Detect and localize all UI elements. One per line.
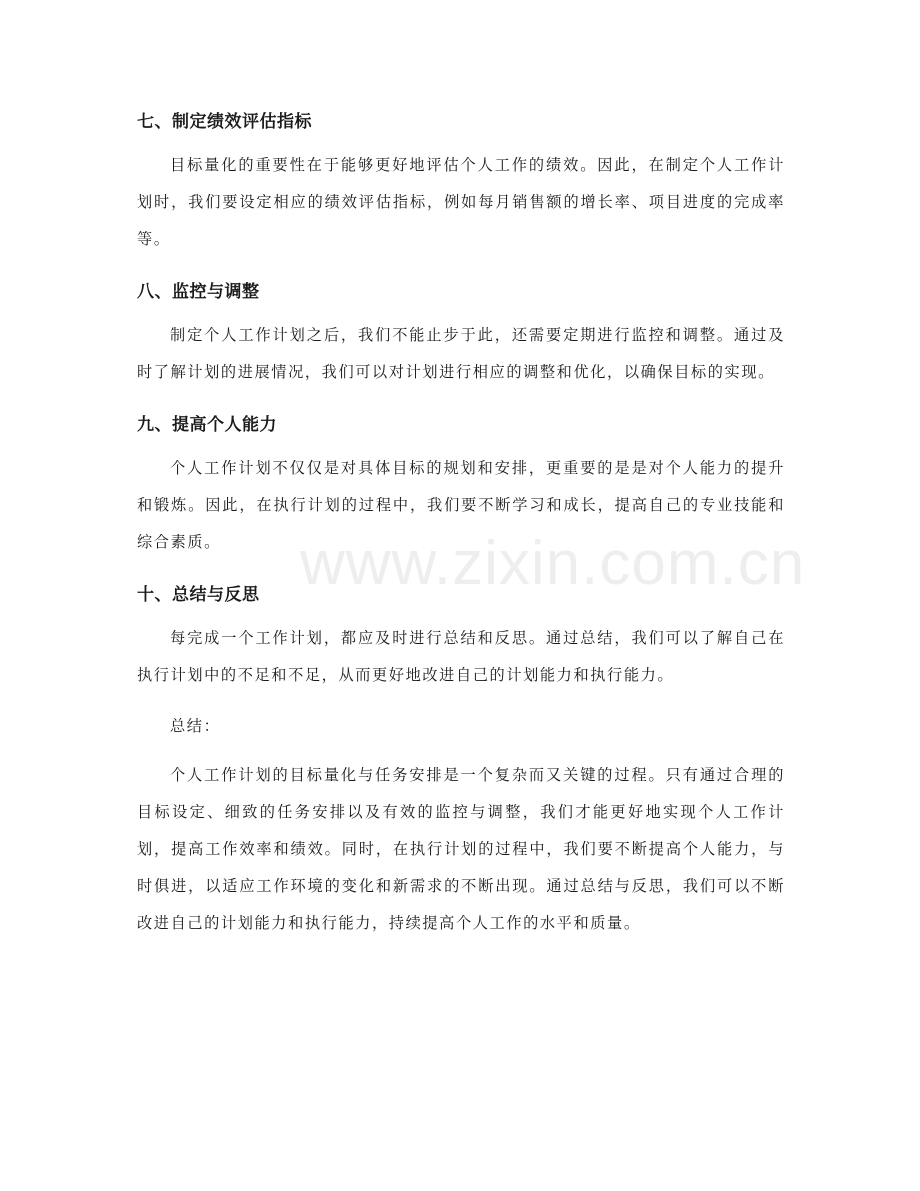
summary-label: 总结： [170, 717, 221, 735]
section-heading: 十、总结与反思 [137, 585, 260, 605]
section-heading: 八、监控与调整 [137, 282, 260, 302]
section-paragraph: 每完成一个工作计划，都应及时进行总结和反思。通过总结，我们可以了解自己在执行计划中的不足和不足，从而更好地改进自己的计划能力和执行能力。 [137, 629, 785, 684]
section-7 [137, 105, 785, 258]
section-8 [137, 275, 785, 391]
section-9 [137, 408, 785, 561]
section-paragraph: 个人工作计划不仅仅是对具体目标的规划和安排，更重要的是是对个人能力的提升和锻炼。因此，在执行计划的过程中，我们要不断学习和成长，提高自己的专业技能和综合素质。 [137, 459, 785, 551]
document-body [137, 105, 785, 942]
summary-paragraph: 个人工作计划的目标量化与任务安排是一个复杂而又关键的过程。只有通过合理的目标设定、细致的任务安排以及有效的监控与调整，我们才能更好地实现个人工作计划，提高工作效率和绩效。同时，在执行计划的过程中，我们要不断提高个人能力，与时俱进，以适应工作环境的变化和新需求的不断出现。通过总结与反思，我们可以不断改进自己的计划能力和执行能力，持续提高个人工作的水平和质量。 [137, 766, 785, 932]
watermark: www.zixin.com.cn [300, 529, 806, 598]
section-10 [137, 578, 785, 694]
section-heading: 九、提高个人能力 [137, 415, 277, 435]
section-heading: 七、制定绩效评估指标 [137, 112, 312, 132]
section-paragraph: 目标量化的重要性在于能够更好地评估个人工作的绩效。因此，在制定个人工作计划时，我们要设定相应的绩效评估指标，例如每月销售额的增长率、项目进度的完成率等。 [137, 156, 785, 248]
section-paragraph: 制定个人工作计划之后，我们不能止步于此，还需要定期进行监控和调整。通过及时了解计划的进展情况，我们可以对计划进行相应的调整和优化，以确保目标的实现。 [137, 326, 785, 381]
